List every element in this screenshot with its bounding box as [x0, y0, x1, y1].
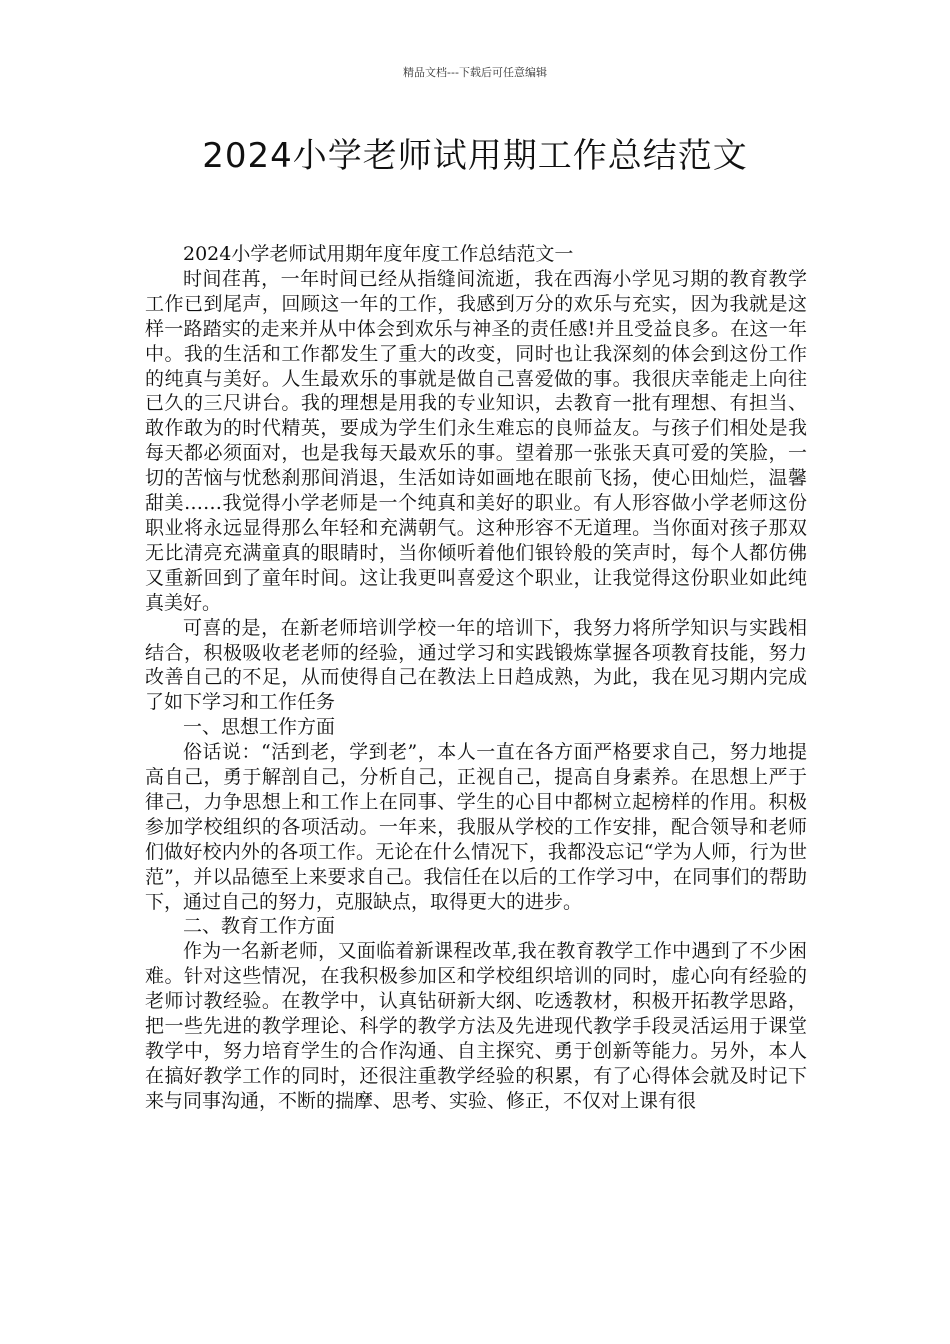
section-heading: 二、教育工作方面: [183, 915, 336, 938]
subtitle-paragraph: 2024小学老师试用期年度年度工作总结范文一: [183, 243, 574, 265]
document-body: [145, 242, 807, 1114]
document-title: 2024小学老师试用期工作总结范文: [202, 136, 748, 176]
header-note: 精品文档---下载后可任意编辑: [403, 66, 547, 79]
body-paragraph: 俗话说：“活到老，学到老”，本人一直在各方面严格要求自己，努力地提高自己，勇于解剖自己，分析自己，正视自己，提高自身素养。在思想上严于律己，力争思想上和工作上在同事、学生的心目中都树立起榜样的作用。积极参加学校组织的各项活动。一年来，我服从学校的工作安排，配合领导和老师们做好校内外的各项工作。无论在什么情况下，我都没忘记“学为人师，行为世范”，并以品德至上来要求自己。我信任在以后的工作学习中，在同事们的帮助下，通过自己的努力，克服缺点，取得更大的进步。: [145, 741, 807, 913]
body-paragraph: 作为一名新老师，又面临着新课程改革,我在教育教学工作中遇到了不少困难。针对这些情况，在我积极参加区和学校组织培训的同时，虚心向有经验的老师讨教经验。在教学中，认真钻研新大纲、吃透教材，积极开拓教学思路，把一些先进的教学理论、科学的教学方法及先进现代教学手段灵活运用于课堂教学中，努力培育学生的合作沟通、自主探究、勇于创新等能力。另外，本人在搞好教学工作的同时，还很注重教学经验的积累，有了心得体会就及时记下来与同事沟通，不断的揣摩、思考、实验、修正，不仅对上课有很: [145, 940, 807, 1112]
body-paragraph: 时间荏苒，一年时间已经从指缝间流逝，我在西海小学见习期的教育教学工作已到尾声，回顾这一年的工作，我感到万分的欢乐与充实，因为我就是这样一路踏实的走来并从中体会到欢乐与神圣的责任感!并且受益良多。在这一年中。我的生活和工作都发生了重大的改变，同时也让我深刻的体会到这份工作的纯真与美好。人生最欢乐的事就是做自己喜爱做的事。我很庆幸能走上向往已久的三尺讲台。我的理想是用我的专业知识，去教育一批有理想、有担当、敢作敢为的时代精英，要成为学生们永生难忘的良师益友。与孩子们相处是我每天都必须面对，也是我每天最欢乐的事。望着那一张张天真可爱的笑脸，一切的苦恼与忧愁刹那间消退，生活如诗如画地在眼前飞扬，使心田灿烂，温馨甜美……我觉得小学老师是一个纯真和美好的职业。有人形容做小学老师这份职业将永远显得那么年轻和充满朝气。这种形容不无道理。当你面对孩子那双无比清亮充满童真的眼睛时，当你倾听着他们银铃般的笑声时，每个人都仿佛又重新回到了童年时间。这让我更叫喜爱这个职业，让我觉得这份职业如此纯真美好。: [145, 267, 807, 614]
section-heading: 一、思想工作方面: [183, 716, 336, 739]
body-paragraph: 可喜的是，在新老师培训学校一年的培训下，我努力将所学知识与实践相结合，积极吸收老老师的经验，通过学习和实践锻炼掌握各项教育技能，努力改善自己的不足，从而使得自己在教法上日趋成熟，为此，我在见习期内完成了如下学习和工作任务: [145, 616, 807, 714]
